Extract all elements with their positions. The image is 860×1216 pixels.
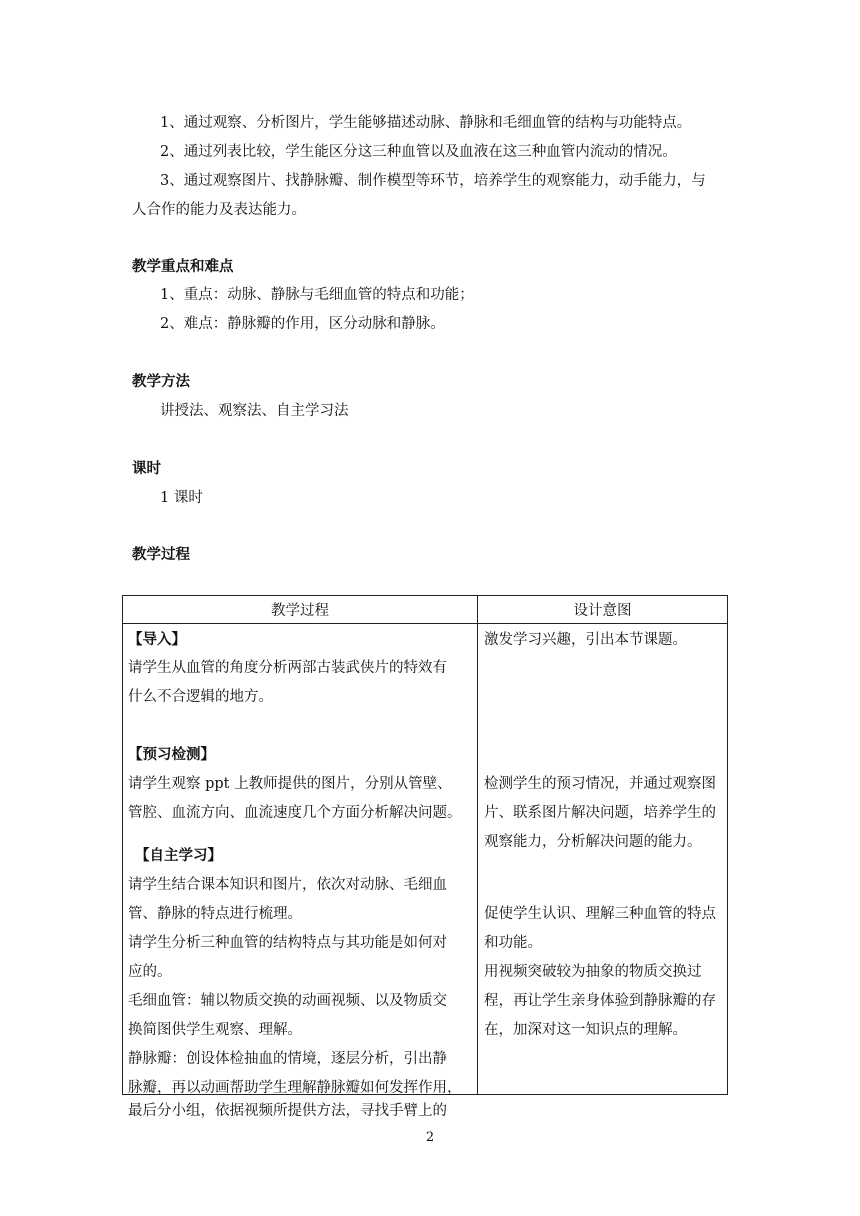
self-study-line-4: 应的。 bbox=[128, 964, 172, 980]
preview-line-2: 管腔、血流方向、血流速度几个方面分析解决问题。 bbox=[128, 805, 462, 821]
intent-line-8: 程，再让学生亲身体验到静脉瓣的存 bbox=[484, 993, 716, 1009]
section-heading-process: 教学过程 bbox=[132, 547, 190, 563]
objective-3: 3、通过观察图片、找静脉瓣、制作模型等环节，培养学生的观察能力，动手能力，与 bbox=[160, 173, 706, 189]
process-cell bbox=[123, 624, 478, 1119]
objective-2: 2、通过列表比较，学生能区分这三种血管以及血液在这三种血管内流动的情况。 bbox=[160, 144, 677, 160]
intent-line-5: 促使学生认识、理解三种血管的特点 bbox=[484, 906, 716, 922]
intent-line-6: 和功能。 bbox=[484, 935, 542, 951]
preview-line-1: 请学生观察 ppt 上教师提供的图片，分别从管壁、 bbox=[128, 776, 452, 792]
self-study-line-6: 换简图供学生观察、理解。 bbox=[128, 1022, 302, 1038]
header-design-intent: 设计意图 bbox=[478, 596, 728, 624]
self-study-line-8: 脉瓣，再以动画帮助学生理解静脉瓣如何发挥作用， bbox=[128, 1080, 462, 1096]
self-study-line-3: 请学生分析三种血管的结构特点与其功能是如何对 bbox=[128, 935, 447, 951]
table-header-row bbox=[123, 596, 728, 624]
design-intent-cell bbox=[478, 624, 728, 1095]
methods-text: 讲授法、观察法、自主学习法 bbox=[160, 403, 349, 419]
preview-title: 【预习检测】 bbox=[128, 747, 215, 763]
intro-line-1: 请学生从血管的角度分析两部古装武侠片的特效有 bbox=[128, 660, 447, 676]
hours-text: 1 课时 bbox=[160, 490, 203, 506]
process-table bbox=[122, 595, 728, 1119]
key-point-1: 1、重点：动脉、静脉与毛细血管的特点和功能； bbox=[160, 287, 474, 303]
intent-line-2: 检测学生的预习情况，并通过观察图 bbox=[484, 776, 716, 792]
section-heading-hours: 课时 bbox=[132, 461, 161, 477]
intent-line-3: 片、联系图片解决问题，培养学生的 bbox=[484, 805, 716, 821]
section-heading-key-points: 教学重点和难点 bbox=[132, 259, 234, 275]
intent-line-1: 激发学习兴趣，引出本节课题。 bbox=[484, 632, 687, 648]
page-number: 2 bbox=[425, 1130, 435, 1145]
key-point-2: 2、难点：静脉瓣的作用，区分动脉和静脉。 bbox=[160, 316, 445, 332]
self-study-line-1: 请学生结合课本知识和图片，依次对动脉、毛细血 bbox=[128, 877, 447, 893]
section-heading-methods: 教学方法 bbox=[132, 374, 190, 390]
intent-line-9: 在，加深对这一知识点的理解。 bbox=[484, 1022, 687, 1038]
self-study-title: 【自主学习】 bbox=[135, 848, 222, 864]
self-study-line-7: 静脉瓣：创设体检抽血的情境，逐层分析，引出静 bbox=[128, 1051, 447, 1067]
header-process: 教学过程 bbox=[123, 596, 478, 624]
table-body-row bbox=[123, 624, 728, 1095]
intent-line-4: 观察能力，分析解决问题的能力。 bbox=[484, 834, 702, 850]
objective-1: 1、通过观察、分析图片，学生能够描述动脉、静脉和毛细血管的结构与功能特点。 bbox=[160, 115, 692, 131]
self-study-line-5: 毛细血管：辅以物质交换的动画视频、以及物质交 bbox=[128, 993, 447, 1009]
self-study-line-2: 管、静脉的特点进行梳理。 bbox=[128, 906, 302, 922]
objective-3-continued: 人合作的能力及表达能力。 bbox=[132, 202, 306, 218]
self-study-line-9: 最后分小组，依据视频所提供方法，寻找手臂上的 bbox=[128, 1103, 447, 1119]
intro-title: 【导入】 bbox=[128, 632, 186, 648]
intent-line-7: 用视频突破较为抽象的物质交换过 bbox=[484, 964, 702, 980]
intro-line-2: 什么不合逻辑的地方。 bbox=[128, 689, 273, 705]
